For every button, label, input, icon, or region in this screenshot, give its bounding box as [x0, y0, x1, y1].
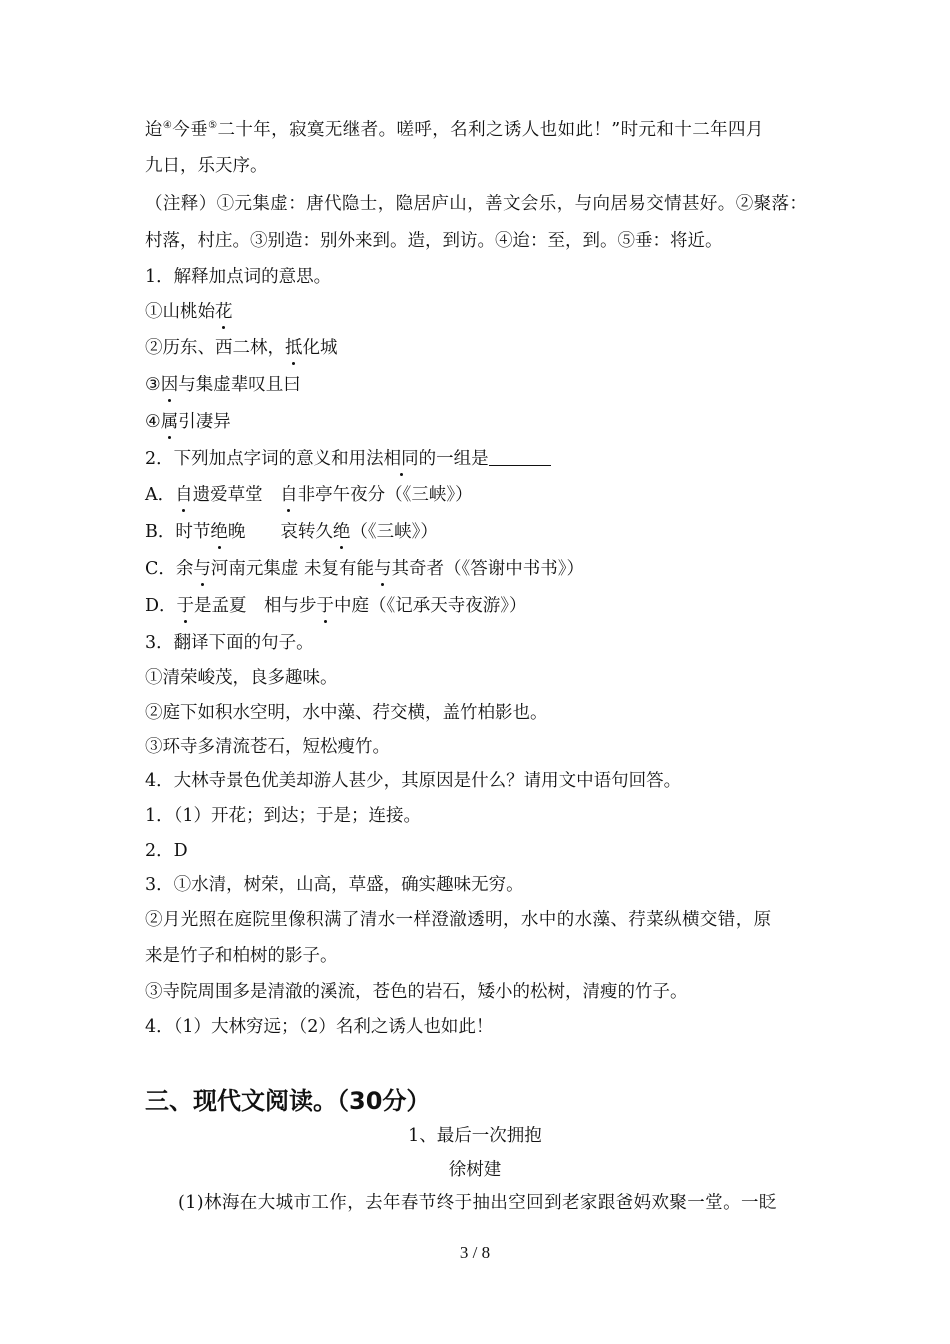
answer-3: ②月光照在庭院里像积满了清水一样澄澈透明，水中的水藻、荇菜纵横交错，原 — [145, 910, 772, 930]
annotation-line: 村落，村庄。③别造：别外来到。造，到访。④迨：至，到。⑤垂：将近。 — [145, 231, 723, 251]
question-2: 2．下列加点字词的意义和用法相同的一组是 — [145, 447, 551, 471]
question-3: 3．翻译下面的句子。 — [145, 633, 314, 653]
option-a: A．自遗爱草堂 自非亭午夜分（《三峡》） — [145, 485, 473, 505]
page-number: 3 / 8 — [459, 1243, 491, 1262]
question-item: ④属引凄异 — [145, 412, 231, 432]
answer-4: 4．（1）大林穷远；（2）名利之诱人也如此！ — [145, 1017, 494, 1037]
text-line: 九日，乐天序。 — [145, 156, 268, 176]
question-item: ③因与集虚辈叹且曰 — [145, 375, 301, 395]
question-item: ①山桃始花 — [145, 302, 233, 322]
section-heading: 三、现代文阅读。（30分） — [145, 1087, 431, 1115]
article-author: 徐树建 — [448, 1160, 502, 1180]
question-4: 4．大林寺景色优美却游人甚少，其原因是什么？请用文中语句回答。 — [145, 771, 682, 791]
question-item: ②历东、西二林，抵化城 — [145, 338, 338, 358]
answer-2: 2．D — [145, 841, 188, 861]
option-c: C．余与河南元集虚 未复有能与其奇者（《答谢中书书》） — [145, 559, 584, 579]
question-1: 1．解释加点词的意思。 — [145, 267, 332, 287]
answer-3: 3．①水清，树荣，山高，草盛，确实趣味无穷。 — [145, 875, 524, 895]
question-item: ②庭下如积水空明，水中藻、荇交横，盖竹柏影也。 — [145, 703, 548, 723]
answer-3: ③寺院周围多是清澈的溪流，苍色的岩石，矮小的松树，清瘦的竹子。 — [145, 982, 688, 1002]
answer-1: 1．（1）开花；到达；于是；连接。 — [145, 806, 422, 826]
option-d: D．于是孟夏 相与步于中庭（《记承天寺夜游》） — [145, 596, 527, 616]
annotation-line: （注释）①元集虚：唐代隐士，隐居庐山，善文会乐，与向居易交情甚好。②聚落： — [145, 194, 808, 214]
answer-blank[interactable] — [489, 448, 551, 466]
answer-3: 来是竹子和柏树的影子。 — [145, 946, 338, 966]
question-item: ③环寺多清流苍石，短松瘦竹。 — [145, 737, 390, 757]
option-b: B．时节绝晚 哀转久绝（《三峡》） — [145, 522, 438, 542]
article-title: 1、最后一次拥抱 — [408, 1126, 542, 1146]
paragraph: (1)林海在大城市工作，去年春节终于抽出空回到老家跟爸妈欢聚一堂。一眨 — [178, 1193, 777, 1213]
question-item: ①清荣峻茂，良多趣味。 — [145, 668, 338, 688]
text-line: 迨④今垂⑤二十年，寂寞无继者。嗟呼，名利之诱人也如此！”时元和十二年四月 — [145, 120, 764, 140]
